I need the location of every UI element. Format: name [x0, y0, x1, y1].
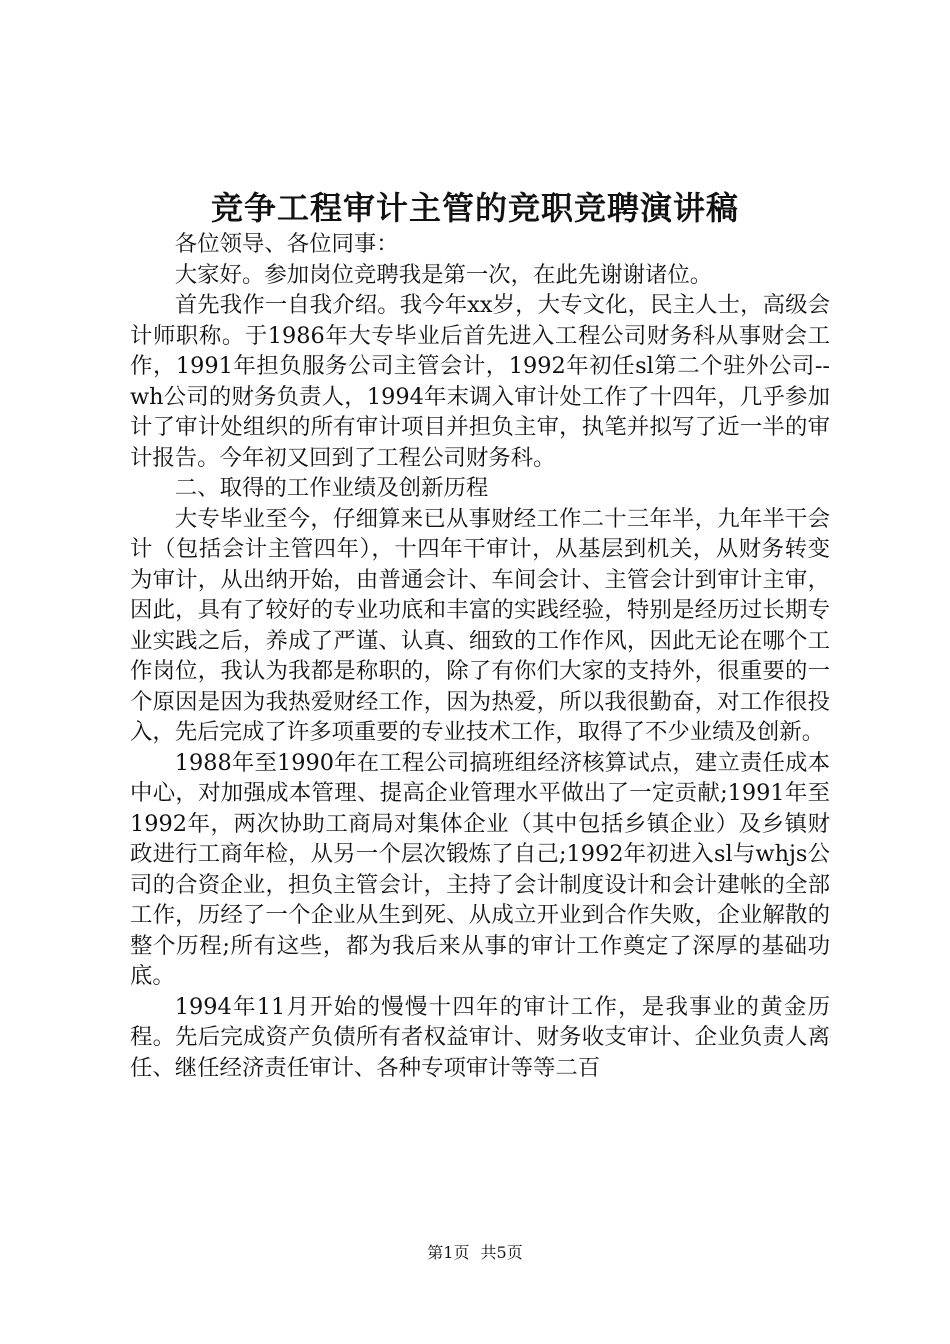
document-body [130, 229, 830, 1083]
document-title: 竞争工程审计主管的竞职竞聘演讲稿 [210, 189, 739, 227]
paragraph-salutation: 各位领导、各位同事： [174, 231, 399, 257]
page-number: 第1页 [427, 1243, 470, 1262]
paragraph-career-summary: 大专毕业至今，仔细算来已从事财经工作二十三年半，九年半干会计（包括会计主管四年），十四年干审计，从基层到机关，从财务转变为审计，从出纳开始，由普通会计、车间会计、主管会计到审计主审，因此，具有了较好的专业功底和丰富的实践经验，特别是经历过长期专业实践之后，养成了严谨、认真、细致的工作作风，因此无论在哪个工作岗位，我认为我都是称职的，除了有你们大家的支持外，很重要的一个原因是因为我热爱财经工作，因为热爱，所以我很勤奋，对工作很投入，先后完成了许多项重要的专业技术工作，取得了不少业绩及创新。 [130, 505, 830, 745]
page-total: 共5页 [480, 1243, 523, 1262]
page-footer [0, 1242, 950, 1264]
section-heading-achievements: 二、取得的工作业绩及创新历程 [174, 475, 489, 501]
paragraph-introduction: 首先我作一自我介绍。我今年xx岁，大专文化，民主人士，高级会计师职称。于1986年大专毕业后首先进入工程公司财务科从事财会工作，1991年担负服务公司主管会计，1992年初任sl第二个驻外公司--wh公司的财务负责人，1994年末调入审计处工作了十四年，几乎参加计了审计处组织的所有审计项目并担负主审，执笔并拟写了近一半的审计报告。今年初又回到了工程公司财务科。 [130, 292, 830, 471]
paragraph-early-work: 1988年至1990年在工程公司搞班组经济核算试点，建立责任成本中心，对加强成本管理、提高企业管理水平做出了一定贡献;1991年至1992年，两次协助工商局对集体企业（其中包括乡镇企业）及乡镇财政进行工商年检，从另一个层次锻炼了自己;1992年初进入sl与whjs公司的合资企业，担负主管会计，主持了会计制度设计和会计建帐的全部工作，历经了一个企业从生到死、从成立开业到合作失败，企业解散的整个历程;所有这些，都为我后来从事的审计工作奠定了深厚的基础功底。 [130, 749, 830, 989]
paragraph-greeting: 大家好。参加岗位竞聘我是第一次，在此先谢谢诸位。 [174, 261, 713, 288]
paragraph-audit-work: 1994年11月开始的慢慢十四年的审计工作，是我事业的黄金历程。先后完成资产负债所有者权益审计、财务收支审计、企业负责人离任、继任经济责任审计、各种专项审计等等二百 [130, 993, 830, 1081]
